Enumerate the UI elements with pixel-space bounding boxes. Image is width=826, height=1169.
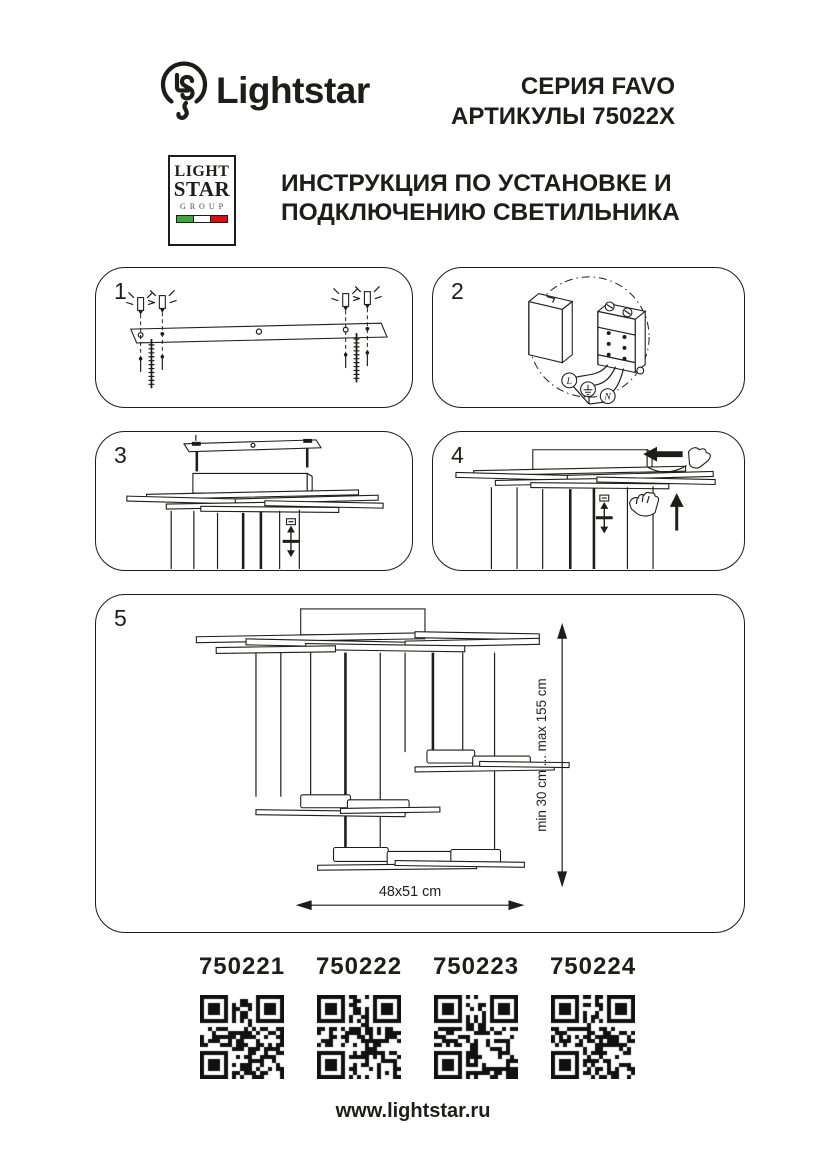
article-number: 750222 — [315, 953, 403, 980]
neutral-wire-label: N — [604, 391, 612, 403]
height-adjust-screw-icon — [596, 495, 613, 533]
title-line-2: ПОДКЛЮЧЕНИЮ СВЕТИЛЬНИКА — [281, 199, 680, 226]
series-info — [451, 72, 675, 132]
tier-middle-left — [256, 795, 440, 817]
tier-bottom — [318, 848, 525, 871]
step-panel-4 — [432, 431, 745, 571]
series-name: СЕРИЯ FAVO — [520, 73, 675, 100]
terminal-block-icon — [598, 302, 645, 374]
hand-grip-icon — [629, 492, 658, 516]
step-panel-1 — [95, 267, 413, 408]
terminal-cover-icon — [529, 294, 572, 363]
article-column — [299, 953, 419, 1079]
step-panel-2 — [432, 267, 745, 408]
article-number: 750223 — [432, 953, 520, 980]
step-number: 4 — [451, 442, 464, 468]
article-column — [416, 953, 536, 1079]
footprint-label: 48x51 cm — [378, 884, 442, 901]
screw-icons — [139, 351, 369, 372]
series-articles: АРТИКУЛЫ 75022X — [451, 103, 675, 130]
lightstar-group-logo — [168, 155, 236, 246]
step-panel-5 — [95, 594, 745, 933]
website-url: www.lightstar.ru — [335, 1100, 491, 1122]
arrow-up-icon — [670, 493, 684, 530]
italian-flag-icon — [176, 215, 228, 223]
step-number: 2 — [451, 278, 464, 304]
step1-mounting-bracket-diagram — [96, 268, 412, 407]
group-logo-light: LIGHT — [174, 163, 230, 180]
step-number: 5 — [114, 605, 127, 631]
step-number: 3 — [114, 442, 127, 468]
step-number: 1 — [114, 278, 127, 304]
group-logo-star: STAR — [173, 177, 231, 201]
qr-code — [317, 995, 401, 1079]
page-title — [281, 169, 680, 227]
height-adjust-screw-icon — [283, 519, 300, 557]
qr-code — [434, 995, 518, 1079]
canopy-disc-cluster — [196, 632, 539, 654]
qr-code — [200, 995, 284, 1079]
step-panel-3 — [95, 431, 413, 571]
step3-hanging-diagram — [96, 432, 412, 570]
article-column — [182, 953, 302, 1079]
lightstar-bulb-logo-icon — [157, 58, 211, 139]
height-dimension — [534, 623, 567, 887]
brand-wordmark: Lightstar — [216, 70, 370, 111]
wall-anchor-icons — [127, 287, 381, 315]
height-range-label: min 30 cm ... max 155 cm — [534, 678, 550, 832]
step5-dimensions-diagram — [96, 595, 744, 932]
group-logo-group: GROUP — [179, 202, 228, 211]
step2-wiring-diagram — [433, 268, 744, 407]
article-number: 750221 — [198, 953, 286, 980]
article-number: 750224 — [549, 953, 637, 980]
disc-cluster — [127, 490, 383, 513]
width-dimension — [296, 884, 525, 910]
article-column — [533, 953, 653, 1079]
qr-code — [551, 995, 635, 1079]
step4-cable-adjust-diagram — [433, 432, 744, 570]
title-line-1: ИНСТРУКЦИЯ ПО УСТАНОВКЕ И — [281, 170, 672, 197]
live-wire-label: L — [566, 375, 573, 387]
